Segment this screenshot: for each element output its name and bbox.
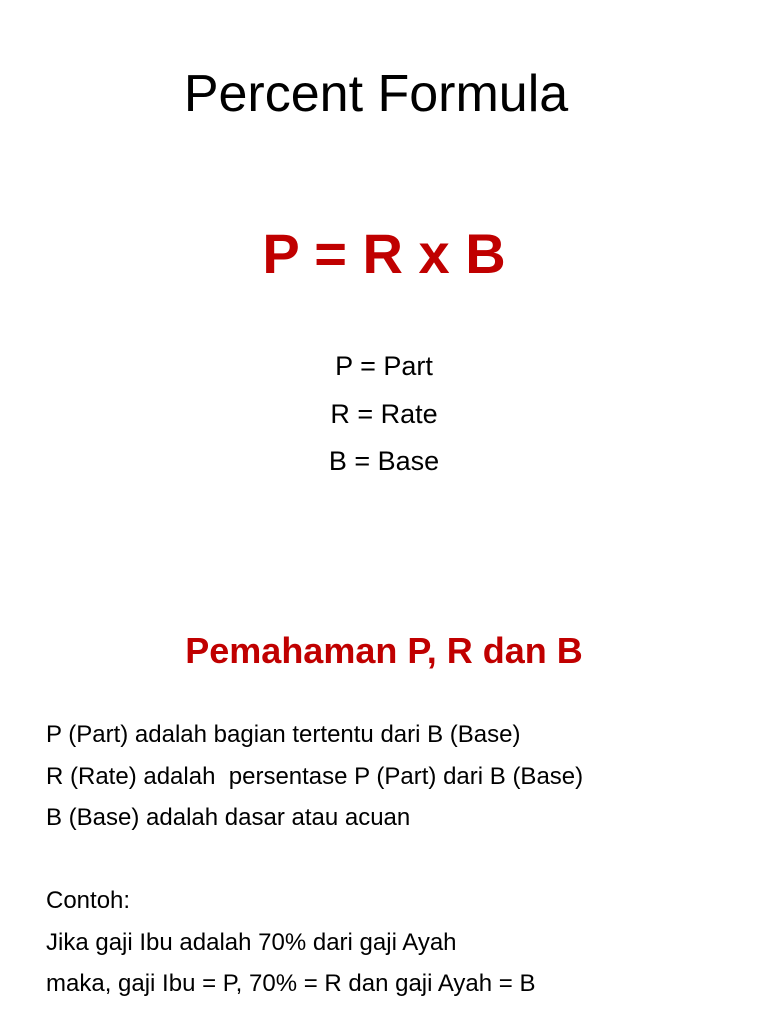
example-label: Contoh: <box>46 887 131 914</box>
example-line: maka, gaji Ibu = P, 70% = R dan gaji Ayah = B <box>46 970 536 997</box>
definitions-list <box>0 343 768 486</box>
spacer <box>46 839 746 881</box>
example-line: Jika gaji Ibu adalah 70% dari gaji Ayah <box>46 928 457 956</box>
explanation-rate: R (Rate) adalah persentase P (Part) dari B (Base) <box>46 762 584 790</box>
explanation-base: B (Base) adalah dasar atau acuan <box>46 804 411 831</box>
definition-rate: R = Rate <box>330 398 438 429</box>
explanation-part: P (Part) adalah bagian tertentu dari B (Base) <box>46 721 521 748</box>
explanation-block <box>46 714 746 1005</box>
definition-base: B = Base <box>328 446 440 476</box>
section-title: Pemahaman P, R dan B <box>185 630 583 671</box>
page-title: Percent Formula <box>183 65 569 123</box>
definition-part: P = Part <box>335 351 433 381</box>
formula: P = R x B <box>262 222 506 285</box>
